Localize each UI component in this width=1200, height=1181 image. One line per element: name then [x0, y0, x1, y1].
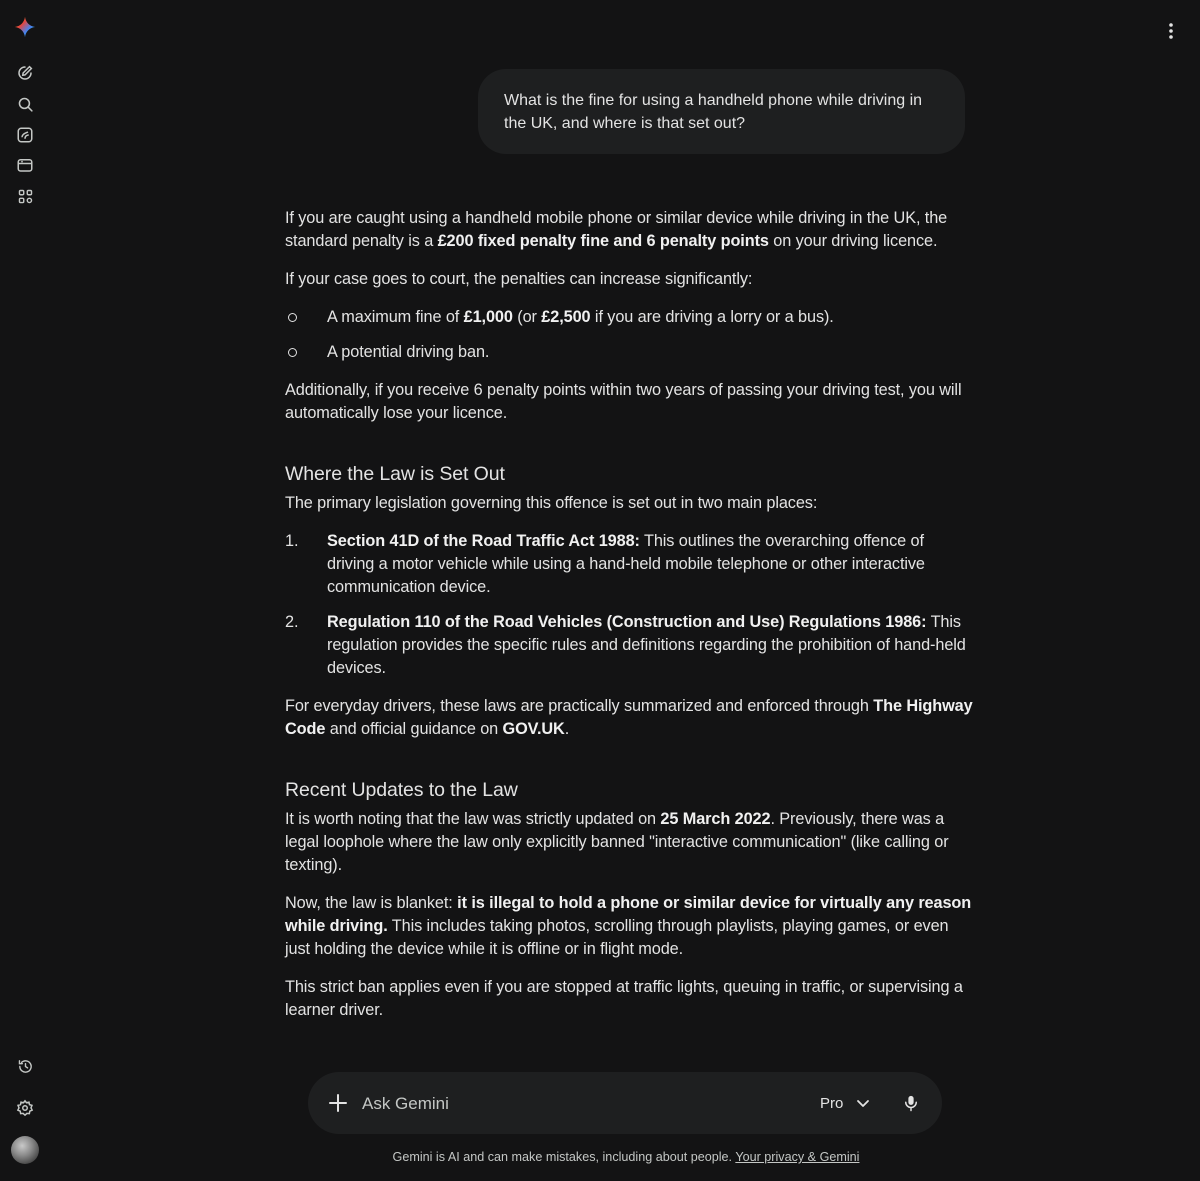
updates-text: . Previously, there was a legal loophole where the law only explicitly banned "interactive communication" (like calling or texting).	[285, 810, 949, 874]
search-icon[interactable]	[13, 92, 37, 116]
list-number: 2.	[285, 613, 299, 631]
everyday-bold: The Highway Code	[285, 697, 973, 738]
plus-icon	[326, 1091, 350, 1115]
updates-text: It is worth noting that the law was strictly updated on	[285, 810, 661, 828]
additional-paragraph: Additionally, if you receive 6 penalty points within two years of passing your driving test, you will automatically lose your licence.	[285, 381, 962, 422]
bullet-text: A potential driving ban.	[327, 343, 490, 361]
now-text: Now, the law is blanket:	[285, 894, 458, 912]
court-paragraph: If your case goes to court, the penalties can increase significantly:	[285, 270, 753, 288]
user-message-text: What is the fine for using a handheld phone while driving in the UK, and where is that set out?	[504, 92, 923, 132]
now-paragraph	[285, 892, 975, 961]
new-chat-icon[interactable]	[13, 61, 37, 85]
list-bold: Section 41D of the Road Traffic Act 1988:	[327, 532, 640, 550]
privacy-link[interactable]: Your privacy & Gemini	[735, 1150, 860, 1164]
law-intro: The primary legislation governing this offence is set out in two main places:	[285, 494, 818, 512]
now-bold: it is illegal to hold a phone or similar device for virtually any reason while driving.	[285, 894, 972, 935]
apps-icon[interactable]	[13, 184, 37, 208]
user-message	[478, 69, 965, 154]
updates-paragraph	[285, 808, 975, 877]
more-options-icon[interactable]	[1159, 19, 1183, 43]
everyday-text: For everyday drivers, these laws are practically summarized and enforced through	[285, 697, 874, 715]
bullet-icon	[288, 348, 297, 357]
list-item	[285, 611, 975, 680]
list-item	[285, 306, 975, 329]
strict-paragraph: This strict ban applies even if you are stopped at traffic lights, queuing in traffic, or supervising a learner driver.	[285, 978, 963, 1019]
gemini-spark-icon[interactable]	[13, 15, 37, 39]
everyday-bold: GOV.UK	[502, 720, 565, 738]
list-item	[285, 530, 975, 599]
settings-icon[interactable]	[13, 1096, 37, 1120]
intro-text-end: on your driving licence.	[768, 232, 938, 250]
list-text: This regulation provides the specific rules and definitions regarding the prohibition of hand-held devices.	[327, 613, 966, 677]
now-text: This includes taking photos, scrolling through playlists, playing games, or even just holding the device while it is offline or in flight mode.	[285, 917, 949, 958]
heading-updates: Recent Updates to the Law	[285, 779, 518, 801]
model-selector[interactable]	[820, 1090, 875, 1116]
list-text: This outlines the overarching offence of driving a motor vehicle while using a hand-held mobile telephone or other interactive communication device.	[327, 532, 925, 596]
disclaimer	[0, 1150, 1200, 1164]
microphone-icon	[902, 1093, 920, 1113]
everyday-text: .	[564, 720, 570, 738]
bullet-text: A maximum fine of	[327, 308, 464, 326]
model-label: Pro	[820, 1094, 844, 1112]
bullet-icon	[288, 313, 297, 322]
intro-text: If you are caught using a handheld mobile phone or similar device while driving in the UK, the standard penalty is a	[285, 209, 948, 250]
everyday-paragraph	[285, 695, 975, 741]
list-number: 1.	[285, 532, 299, 550]
list-bold: Regulation 110 of the Road Vehicles (Construction and Use) Regulations 1986:	[327, 613, 927, 631]
sidebar-rail	[0, 0, 50, 1181]
everyday-text: and official guidance on	[325, 720, 503, 738]
chevron-down-icon	[851, 1091, 875, 1115]
intro-bold: £200 fixed penalty fine and 6 penalty points	[437, 232, 769, 250]
bullet-bold: £1,000	[463, 308, 513, 326]
bullet-text: if you are driving a lorry or a bus).	[590, 308, 834, 326]
model-response	[285, 207, 975, 1022]
heading-law: Where the Law is Set Out	[285, 463, 505, 485]
disclaimer-text: Gemini is AI and can make mistakes, including about people.	[392, 1150, 733, 1164]
microphone-button[interactable]	[899, 1091, 923, 1115]
add-files-button[interactable]	[326, 1091, 350, 1115]
prompt-input[interactable]	[360, 1090, 784, 1118]
bullet-bold: £2,500	[541, 308, 591, 326]
library-icon[interactable]	[13, 153, 37, 177]
bullet-text: (or	[512, 308, 542, 326]
gems-icon[interactable]	[13, 123, 37, 147]
prompt-bar	[308, 1072, 942, 1134]
list-item	[285, 341, 975, 364]
response-intro	[285, 207, 975, 253]
updates-bold: 25 March 2022	[660, 810, 771, 828]
activity-icon[interactable]	[13, 1054, 37, 1078]
